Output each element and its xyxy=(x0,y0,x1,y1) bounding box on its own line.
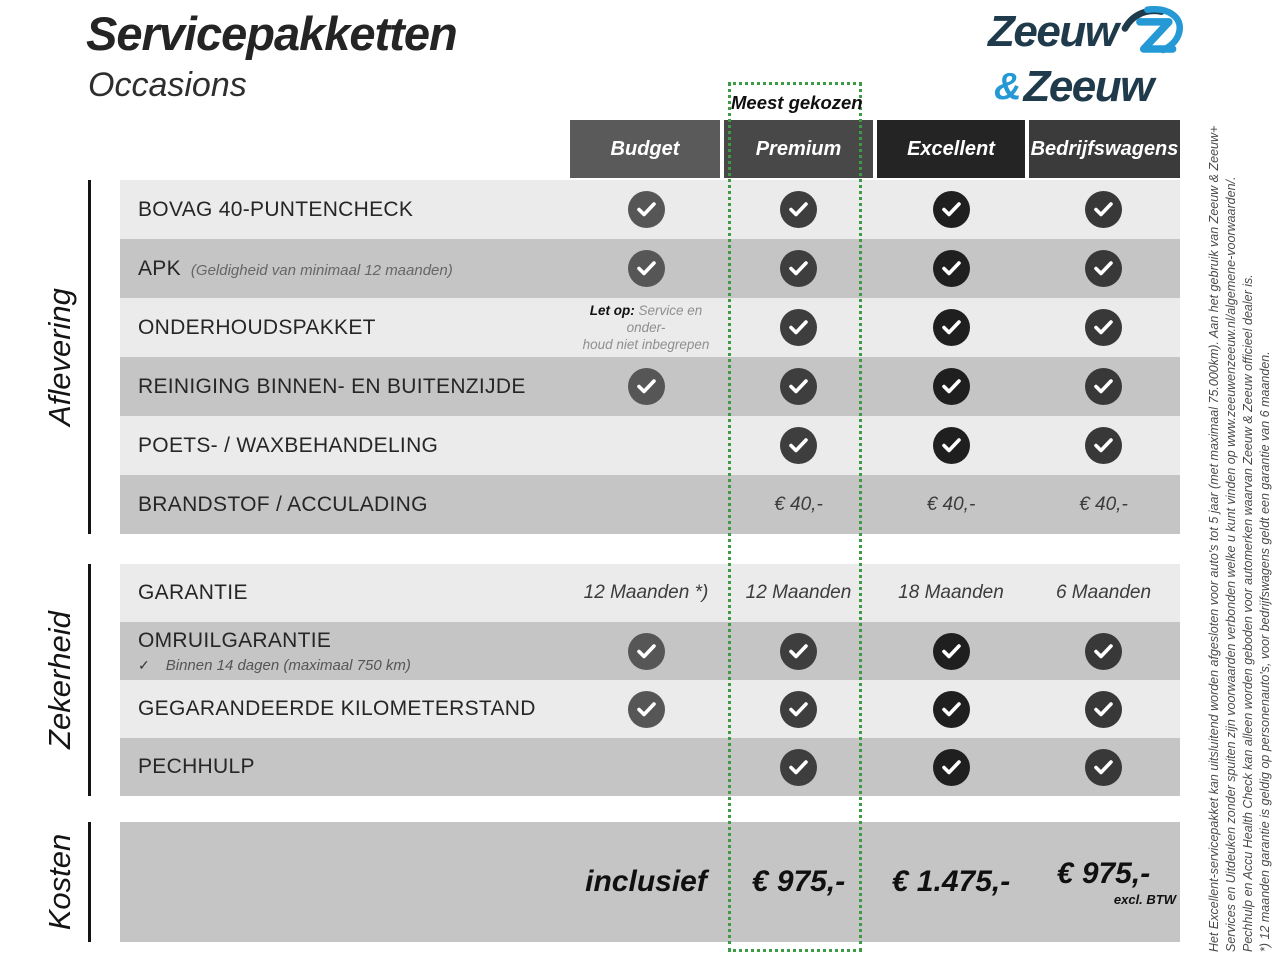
table-cell-bedrijfswagens xyxy=(1027,822,1180,942)
table-cell-excellent xyxy=(875,475,1027,534)
table-cell-bedrijfswagens xyxy=(1027,622,1180,680)
table-cell-excellent xyxy=(875,622,1027,680)
check-icon xyxy=(933,309,970,346)
table-cell-premium xyxy=(722,357,875,416)
table-cell-bedrijfswagens xyxy=(1027,416,1180,475)
column-header-bedrijfswagens: Bedrijfswagens xyxy=(1029,120,1180,178)
table-cell-premium xyxy=(722,298,875,357)
table-row xyxy=(120,564,1180,622)
table-cell-budget xyxy=(570,416,722,475)
row-sub-note: ✓ Binnen 14 dagen (maximaal 750 km) xyxy=(138,656,411,674)
table-cell-bedrijfswagens xyxy=(1027,475,1180,534)
table-cell-excellent xyxy=(875,416,1027,475)
table-cell-excellent xyxy=(875,180,1027,239)
row-label xyxy=(120,239,572,298)
logo-word-1: Zeeuw xyxy=(988,7,1118,56)
row-title: PECHHULP xyxy=(138,755,255,778)
table-cell-bedrijfswagens xyxy=(1027,564,1180,622)
table-cell-premium xyxy=(722,680,875,738)
table-cell-bedrijfswagens xyxy=(1027,738,1180,796)
table-cell-excellent xyxy=(875,680,1027,738)
table-cell-budget xyxy=(570,180,722,239)
table-cell-excellent xyxy=(875,298,1027,357)
table-row xyxy=(120,738,1180,796)
disclaimer-line: Het Excellent-servicepakket kan uitsluitend worden afgesloten voor auto's tot 5 jaar (met maximaal 75.000km). Aan het gebruik van Zeeuw & Zeeuw+ xyxy=(1207,125,1221,952)
check-icon xyxy=(780,749,817,786)
section-line-aflevering xyxy=(88,180,91,534)
table-cell-budget xyxy=(570,298,722,357)
cell-value: 18 Maanden xyxy=(898,582,1004,603)
table-cell-budget xyxy=(570,622,722,680)
check-icon xyxy=(1085,633,1122,670)
row-title-line xyxy=(138,755,572,779)
row-title-line xyxy=(138,629,572,653)
cell-value: € 40,- xyxy=(774,493,823,515)
table-cell-premium xyxy=(722,475,875,534)
cell-value: € 40,- xyxy=(926,493,976,515)
check-icon xyxy=(933,250,970,287)
section-label-kosten: Kosten xyxy=(42,833,77,931)
cell-value: 12 Maanden xyxy=(745,582,852,603)
row-title: GARANTIE xyxy=(138,581,248,604)
row-inline-note: (Geldigheid van minimaal 12 maanden) xyxy=(190,261,453,279)
table-row xyxy=(120,416,1180,475)
row-title: APK xyxy=(138,256,181,280)
table-row xyxy=(120,822,1180,942)
table-cell-premium xyxy=(722,180,875,239)
cell-value: 12 Maanden *) xyxy=(583,582,709,603)
row-title-line xyxy=(138,434,572,458)
table-cell-bedrijfswagens xyxy=(1027,180,1180,239)
page-title: Servicepakketten xyxy=(86,7,457,60)
row-title: ONDERHOUDSPAKKET xyxy=(138,315,376,339)
column-header-excellent: Excellent xyxy=(877,120,1025,178)
price-value: inclusief xyxy=(585,865,707,898)
row-title: OMRUILGARANTIE xyxy=(138,628,332,652)
row-title: GEGARANDEERDE KILOMETERSTAND xyxy=(138,697,536,720)
row-label xyxy=(120,822,572,942)
table-cell-budget xyxy=(570,239,722,298)
row-label xyxy=(120,622,572,680)
row-label xyxy=(120,564,572,622)
table-cell-premium xyxy=(722,622,875,680)
table-cell-premium xyxy=(722,416,875,475)
logo-line1 xyxy=(988,7,1198,69)
table-cell-budget xyxy=(570,680,722,738)
check-icon xyxy=(1085,691,1122,728)
row-title: BRANDSTOF / ACCULADING xyxy=(138,492,428,516)
price-sub-label: excl. BTW xyxy=(1113,892,1176,907)
table-cell-excellent xyxy=(875,357,1027,416)
check-icon xyxy=(1085,191,1122,228)
check-icon xyxy=(1085,309,1122,346)
disclaimer-line: Services en Uitdeuken zonder spuiten zijn voorwaarden verbonden welke u kunt vinden op www.zeeuwenzeeuw.nl/algemene-voorwaarden/. xyxy=(1224,176,1238,952)
row-title-line xyxy=(138,257,572,281)
table-cell-premium xyxy=(722,822,875,942)
price-value: € 1.475,- xyxy=(891,865,1011,898)
table-cell-budget xyxy=(570,475,722,534)
table-cell-bedrijfswagens xyxy=(1027,298,1180,357)
check-icon xyxy=(780,368,817,405)
check-icon xyxy=(628,368,665,405)
table-row xyxy=(120,357,1180,416)
table-row xyxy=(120,239,1180,298)
row-title-line xyxy=(138,375,572,399)
column-header-budget: Budget xyxy=(570,120,720,178)
check-icon xyxy=(1085,749,1122,786)
check-icon xyxy=(628,691,665,728)
table-cell-bedrijfswagens xyxy=(1027,239,1180,298)
row-title-line xyxy=(138,581,572,605)
check-icon xyxy=(1085,250,1122,287)
price-value: € 975,- xyxy=(751,865,846,898)
row-label xyxy=(120,298,572,357)
check-icon xyxy=(1085,427,1122,464)
row-title: REINIGING BINNEN- EN BUITENZIJDE xyxy=(138,374,526,398)
section-label-zekerheid: Zekerheid xyxy=(42,611,77,749)
page-subtitle: Occasions xyxy=(88,66,247,104)
check-icon xyxy=(628,250,665,287)
check-icon xyxy=(780,427,817,464)
row-title: BOVAG 40-PUNTENCHECK xyxy=(138,197,414,221)
check-icon xyxy=(1085,368,1122,405)
row-title: POETS- / WAXBEHANDELING xyxy=(138,433,439,457)
cell-value: 6 Maanden xyxy=(1055,582,1152,603)
check-icon xyxy=(780,691,817,728)
price-value: € 975,- xyxy=(1056,857,1151,890)
z-swoosh-icon xyxy=(1119,6,1187,69)
table-cell-bedrijfswagens xyxy=(1027,357,1180,416)
row-title-line xyxy=(138,493,572,517)
check-icon xyxy=(780,191,817,228)
row-title-line xyxy=(138,697,572,721)
logo-word-2: Zeeuw xyxy=(1023,62,1153,111)
check-icon xyxy=(780,633,817,670)
table-cell-excellent xyxy=(875,822,1027,942)
row-title-line xyxy=(138,198,572,222)
table-cell-excellent xyxy=(875,564,1027,622)
check-icon xyxy=(780,250,817,287)
meest-gekozen-label: Meest gekozen xyxy=(731,92,863,113)
check-icon xyxy=(933,749,970,786)
table-cell-budget xyxy=(570,822,722,942)
table-cell-bedrijfswagens xyxy=(1027,680,1180,738)
disclaimer-line: Pechhulp en Accu Health Check kan alleen worden geboden voor automerken waarvan Zeeuw & Zeeuw officieel dealer is. xyxy=(1241,274,1255,952)
table-cell-excellent xyxy=(875,239,1027,298)
budget-note: Let op: Service en onder- houd niet inbegrepen xyxy=(582,303,710,352)
table-cell-budget xyxy=(570,564,722,622)
check-icon xyxy=(933,368,970,405)
row-label xyxy=(120,416,572,475)
table-cell-premium xyxy=(722,564,875,622)
check-icon xyxy=(628,633,665,670)
table-row xyxy=(120,622,1180,680)
table-row xyxy=(120,298,1180,357)
row-label xyxy=(120,180,572,239)
section-line-zekerheid xyxy=(88,564,91,796)
row-label xyxy=(120,357,572,416)
table-row xyxy=(120,680,1180,738)
table-row xyxy=(120,475,1180,534)
column-header-premium: Premium xyxy=(724,120,873,178)
table-cell-excellent xyxy=(875,738,1027,796)
table-cell-premium xyxy=(722,738,875,796)
table-cell-budget xyxy=(570,738,722,796)
check-icon xyxy=(628,191,665,228)
table-row xyxy=(120,180,1180,239)
row-label xyxy=(120,475,572,534)
table-cell-premium xyxy=(722,239,875,298)
check-icon xyxy=(933,633,970,670)
logo-line2 xyxy=(988,62,1198,111)
zeeuw-logo xyxy=(988,7,1198,111)
disclaimer-text xyxy=(1206,112,1274,952)
table-cell-budget xyxy=(570,357,722,416)
section-label-aflevering: Aflevering xyxy=(42,288,77,426)
section-line-kosten xyxy=(88,822,91,942)
check-icon xyxy=(933,191,970,228)
check-icon xyxy=(933,691,970,728)
disclaimer-line: *) 12 maanden garantie is geldig op personenauto's, voor bedrijfswagens geldt een garantie van 6 maanden. xyxy=(1258,351,1272,952)
small-check-icon: ✓ xyxy=(138,656,150,673)
row-label xyxy=(120,680,572,738)
logo-ampersand: & xyxy=(994,66,1022,108)
cell-value: € 40,- xyxy=(1079,493,1128,515)
check-icon xyxy=(933,427,970,464)
row-label xyxy=(120,738,572,796)
check-icon xyxy=(780,309,817,346)
row-title-line xyxy=(138,316,572,340)
